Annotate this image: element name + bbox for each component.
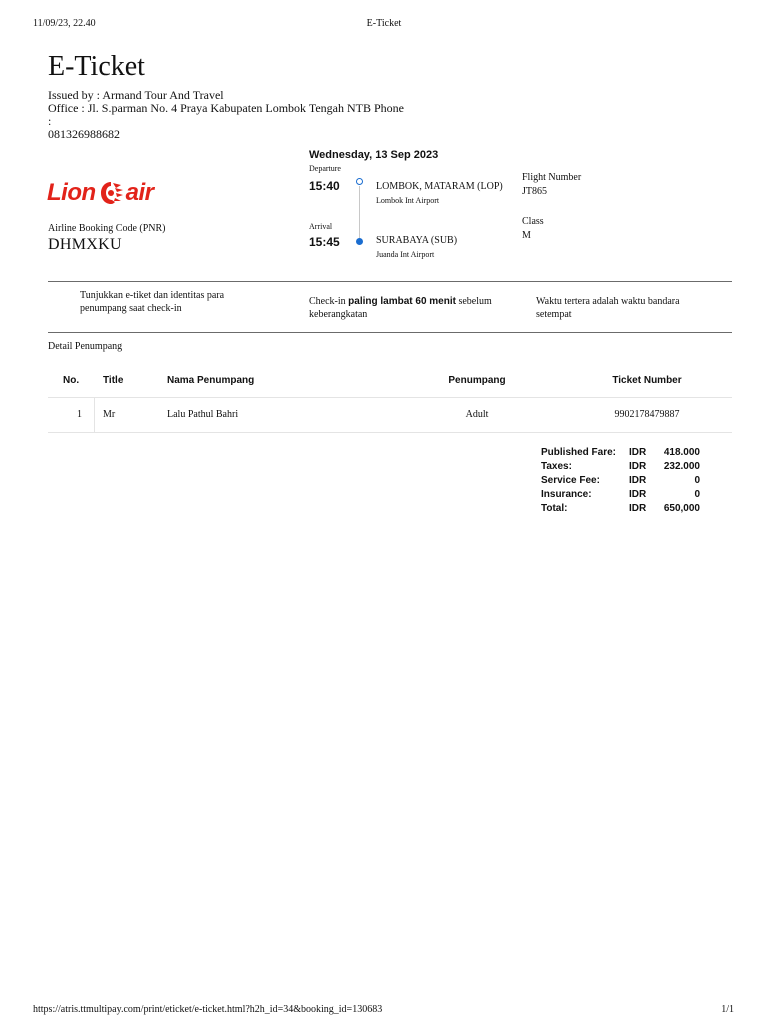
fare-taxes-value: 232.000 xyxy=(663,461,700,472)
arrival-dot-icon xyxy=(356,238,363,245)
passenger-name: Lalu Pathul Bahri xyxy=(167,409,239,420)
departure-city: LOMBOK, MATARAM (LOP) xyxy=(376,181,503,192)
logo-word-air: air xyxy=(125,179,154,206)
passenger-section-title: Detail Penumpang xyxy=(48,341,123,352)
page-title: E-Ticket xyxy=(48,51,145,82)
issuer-info xyxy=(48,89,408,141)
departure-label: Departure xyxy=(309,164,341,173)
fare-published-value: 418.000 xyxy=(663,447,700,458)
divider-top xyxy=(48,281,732,282)
flight-number: JT865 xyxy=(522,186,547,197)
col-header-title: Title xyxy=(103,375,124,386)
passenger-ticket-number: 9902178479887 xyxy=(614,409,680,420)
logo-word-lion: Lion xyxy=(47,179,96,206)
office-address: Office : Jl. S.parman No. 4 Praya Kabupaten Lombok Tengah NTB Phone : xyxy=(48,101,404,128)
fare-published-currency: IDR xyxy=(629,447,647,458)
notice-local-time: Waktu tertera adalah waktu bandara setempat xyxy=(536,296,680,320)
lion-air-logo xyxy=(47,176,154,210)
fare-total-label: Total: xyxy=(541,503,568,514)
passenger-type: Adult xyxy=(465,409,489,420)
class-label: Class xyxy=(522,216,544,227)
pnr-label: Airline Booking Code (PNR) xyxy=(48,223,166,234)
pnr-code: DHMXKU xyxy=(48,236,122,253)
notice-checkin-prefix: Check-in xyxy=(309,296,349,307)
flight-date: Wednesday, 13 Sep 2023 xyxy=(309,149,439,161)
table-row-separator-bottom xyxy=(48,432,732,433)
fare-total-value: 650,000 xyxy=(663,503,700,514)
arrival-label: Arrival xyxy=(309,222,333,231)
lion-head-icon xyxy=(97,179,125,207)
print-page-number: 1/1 xyxy=(721,1004,734,1015)
print-datetime: 11/09/23, 22.40 xyxy=(33,18,96,29)
col-header-ticket: Ticket Number xyxy=(612,375,682,386)
departure-dot-icon xyxy=(356,178,363,185)
notice-checkin-id: Tunjukkan e-tiket dan identitas para penumpang saat check-in xyxy=(80,290,225,314)
fare-service-label: Service Fee: xyxy=(541,475,600,486)
table-row-separator xyxy=(48,397,732,398)
passenger-no: 1 xyxy=(77,409,82,420)
office-phone: 081326988682 xyxy=(48,127,120,141)
fare-insurance-currency: IDR xyxy=(629,489,647,500)
print-title: E-Ticket xyxy=(366,18,402,29)
fare-total-currency: IDR xyxy=(629,503,647,514)
fare-service-currency: IDR xyxy=(629,475,647,486)
issued-by: Issued by : Armand Tour And Travel xyxy=(48,88,224,102)
print-url: https://atris.ttmultipay.com/print/eticket/e-ticket.html?h2h_id=34&booking_id=130683 xyxy=(33,1004,383,1015)
divider-bottom xyxy=(48,332,732,333)
fare-insurance-value: 0 xyxy=(694,489,700,500)
fare-taxes-label: Taxes: xyxy=(541,461,572,472)
col-header-no: No. xyxy=(63,375,80,386)
col-header-type: Penumpang xyxy=(448,375,506,386)
route-line xyxy=(359,186,360,238)
col-header-name: Nama Penumpang xyxy=(167,375,255,386)
passenger-title: Mr xyxy=(103,409,116,420)
notice-checkin-time xyxy=(309,295,509,321)
arrival-time: 15:45 xyxy=(309,235,340,249)
flight-number-label: Flight Number xyxy=(522,172,582,183)
table-column-separator xyxy=(94,398,95,432)
fare-taxes-currency: IDR xyxy=(629,461,647,472)
class-value: M xyxy=(522,230,531,241)
notice-checkin-suffix: sebelum keberangkatan xyxy=(309,296,492,320)
arrival-city: SURABAYA (SUB) xyxy=(376,235,458,246)
arrival-airport: Juanda Int Airport xyxy=(376,250,435,259)
fare-published-label: Published Fare: xyxy=(541,447,617,458)
notice-checkin-bold: paling lambat 60 menit xyxy=(348,296,456,307)
departure-time: 15:40 xyxy=(309,179,340,193)
fare-insurance-label: Insurance: xyxy=(541,489,592,500)
departure-airport: Lombok Int Airport xyxy=(376,196,440,205)
fare-service-value: 0 xyxy=(694,475,700,486)
